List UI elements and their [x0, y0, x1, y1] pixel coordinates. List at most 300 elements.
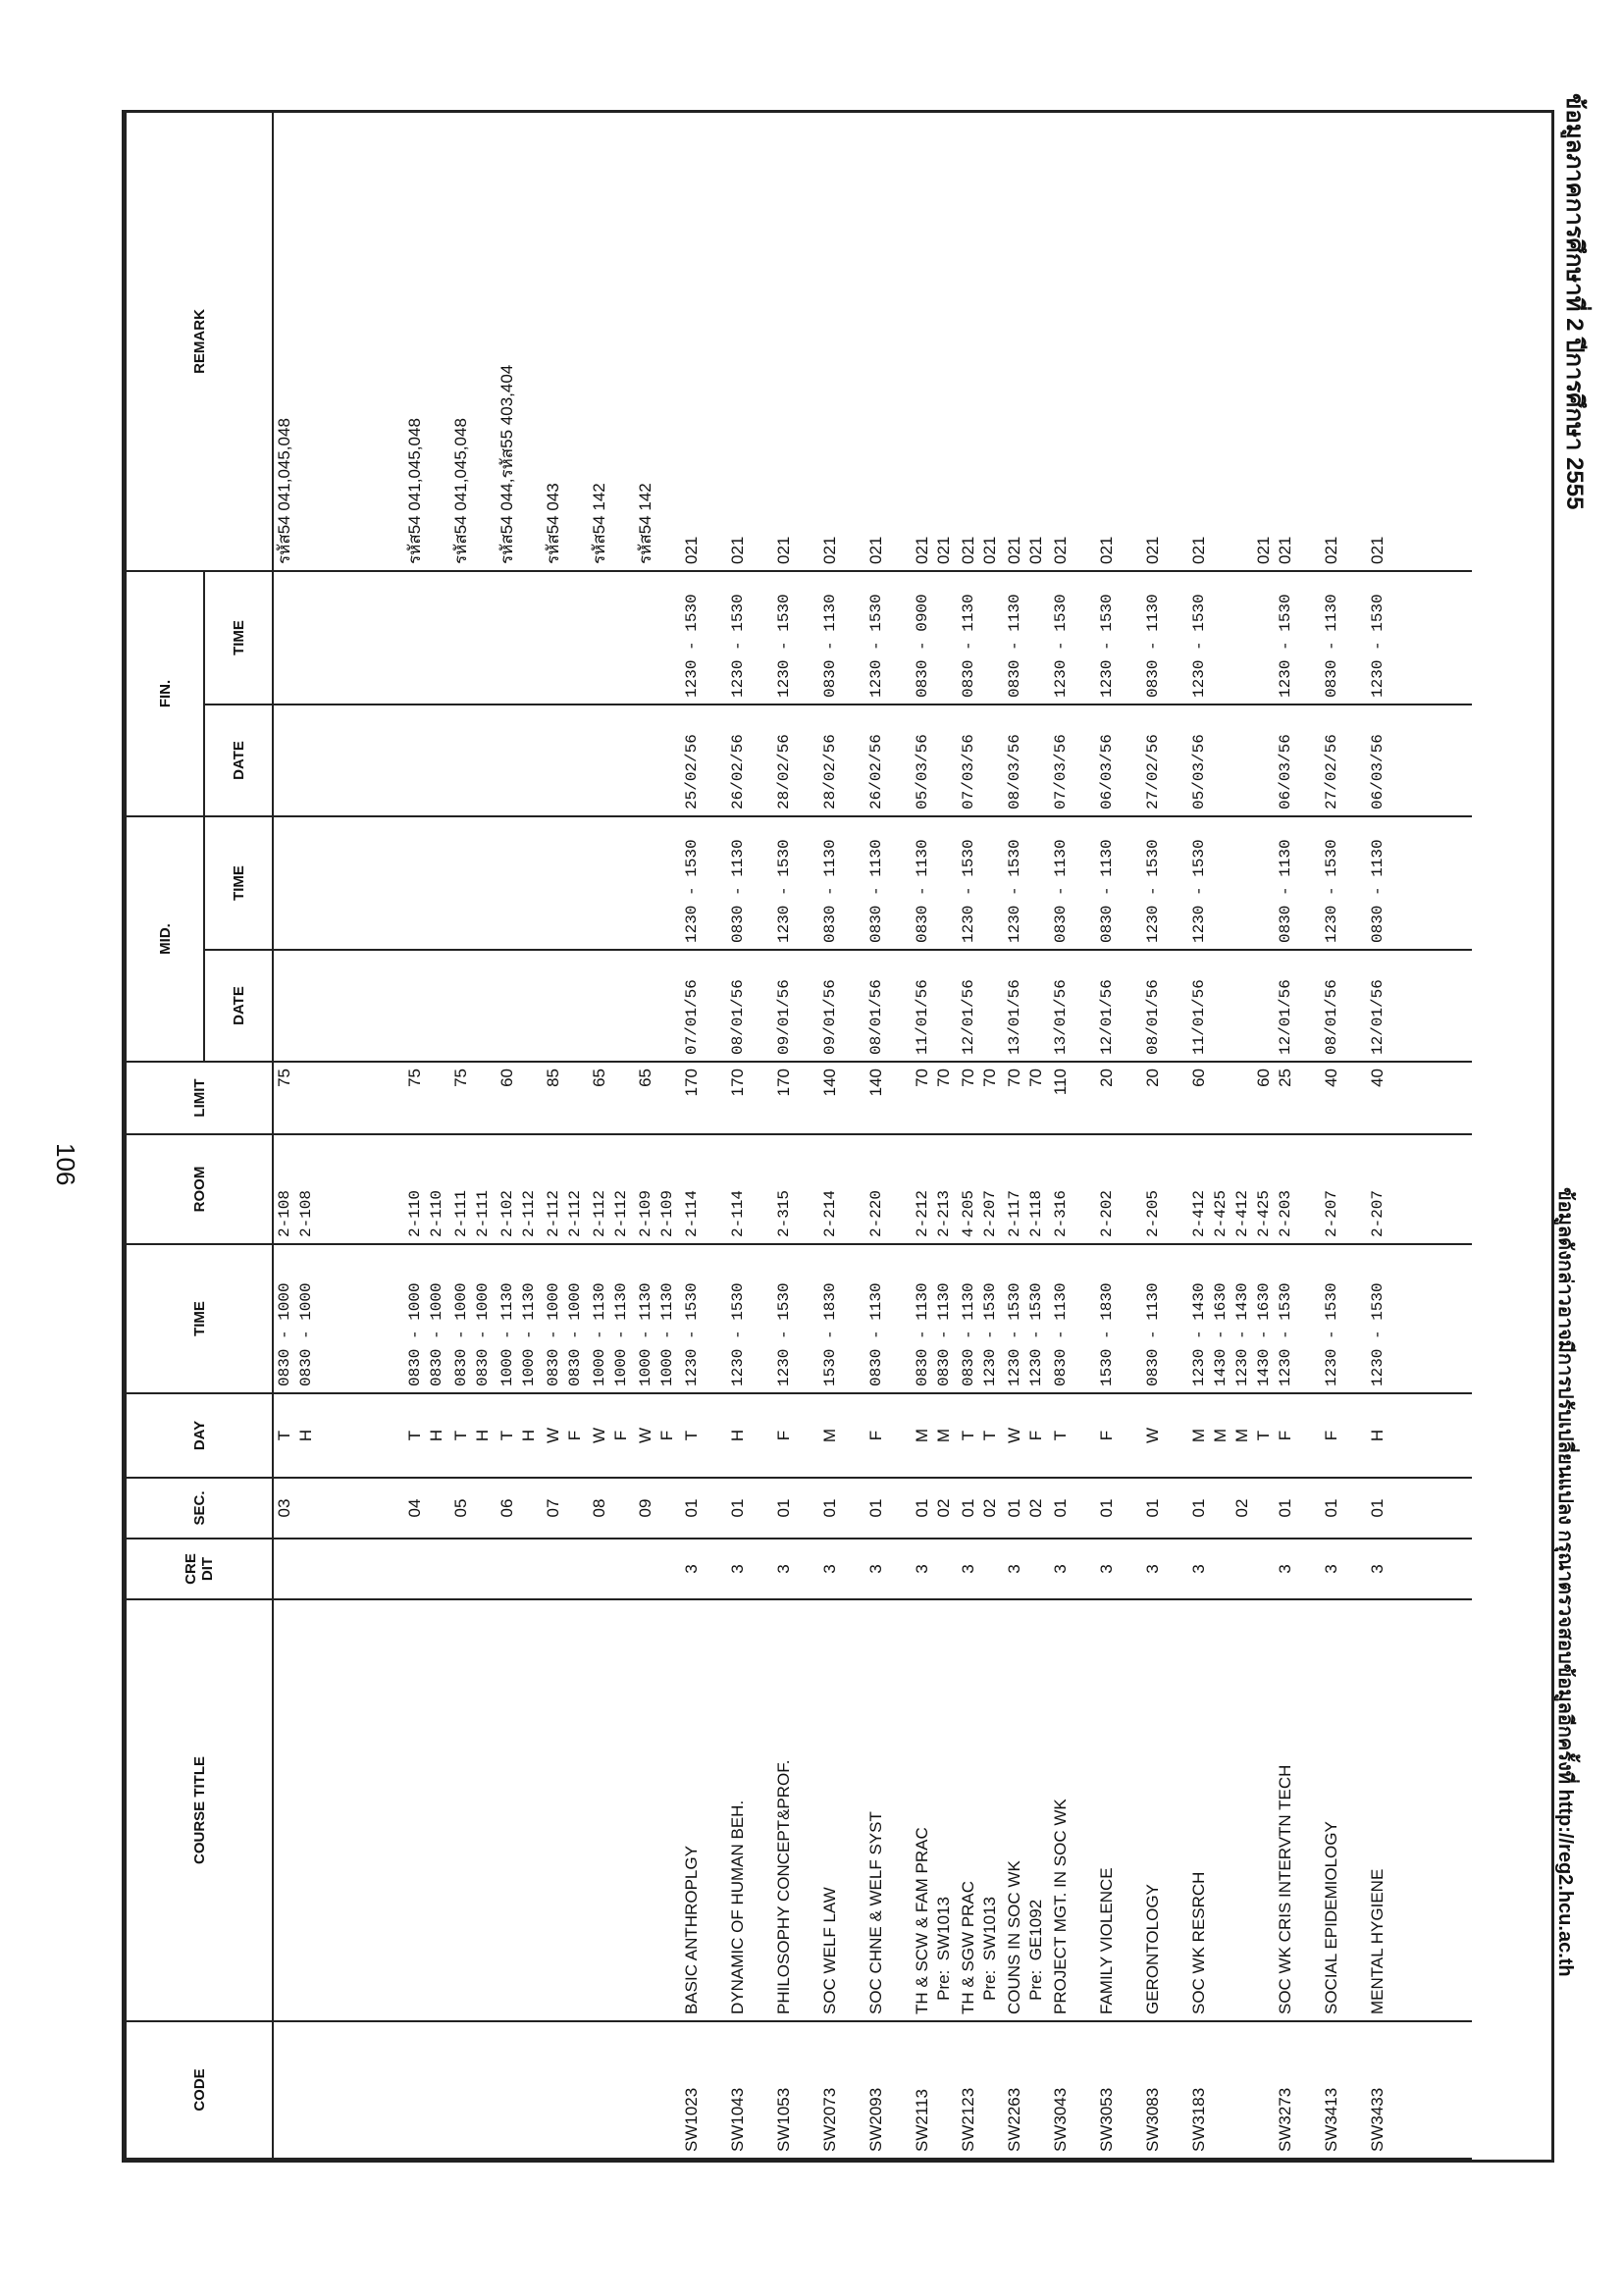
- cell-credit: [497, 1539, 543, 1599]
- cell-text: 3: [1322, 1564, 1340, 1574]
- cell-text: 01 02: [959, 1498, 999, 1518]
- cell-text: 021: [820, 536, 839, 564]
- cell-code: [912, 2021, 958, 2159]
- cell-code: [727, 2021, 773, 2159]
- cell-text: 2-114: [729, 1189, 747, 1237]
- cell-time: [543, 1244, 589, 1393]
- cell-text: 2-220: [867, 1189, 885, 1237]
- cell-limit: [1188, 1062, 1275, 1134]
- cell-text: 1230 - 1530: [1006, 839, 1023, 943]
- cell-text: 021 021: [1005, 536, 1045, 564]
- cell-remark: [1321, 112, 1367, 571]
- cell-time: [273, 1244, 404, 1393]
- empty-cell: [1413, 704, 1472, 816]
- cell-text: รหัส54 043: [544, 483, 562, 564]
- cell-text: T T: [959, 1430, 999, 1441]
- cell-text: 65: [636, 1069, 654, 1087]
- cell-text: 021: [1368, 536, 1387, 564]
- cell-fin-time: [543, 571, 589, 704]
- header-code: CODE: [126, 2021, 273, 2159]
- cell-text: 1230 - 1530: [1369, 594, 1387, 698]
- cell-text: 01: [1368, 1498, 1387, 1518]
- cell-fin-time: [589, 571, 635, 704]
- cell-text: 25: [1276, 1069, 1294, 1087]
- cell-remark: [1367, 112, 1413, 571]
- cell-text: รหัส54 142: [590, 483, 608, 564]
- cell-text: 28/02/56: [821, 734, 839, 809]
- cell-text: 3: [866, 1564, 885, 1574]
- table-row: [773, 112, 819, 2159]
- cell-text: M M: [913, 1428, 953, 1443]
- cell-text: MENTAL HYGIENE: [1368, 1868, 1387, 2014]
- cell-text: 1230 - 1530: [683, 839, 701, 943]
- cell-day: [497, 1393, 543, 1478]
- cell-text: 27/02/56: [1323, 734, 1340, 809]
- cell-text: 1230 - 1530: [960, 839, 977, 943]
- cell-fin-time: [773, 571, 819, 704]
- cell-remark: [958, 112, 1004, 571]
- cell-text: รหัส54 142: [636, 483, 654, 564]
- cell-mid-time: [865, 816, 912, 950]
- cell-title: [1275, 1599, 1321, 2021]
- cell-text: DYNAMIC OF HUMAN BEH.: [728, 1800, 747, 2014]
- cell-code: [1275, 2021, 1321, 2159]
- table-row: [1096, 112, 1142, 2159]
- cell-text: 021: [1276, 536, 1294, 564]
- cell-limit: [773, 1062, 819, 1134]
- cell-text: 1230 - 1530: [1052, 594, 1070, 698]
- cell-text: 06/03/56: [1098, 734, 1116, 809]
- cell-text: 70 70: [959, 1069, 999, 1087]
- cell-remark: [635, 112, 681, 571]
- cell-credit: [543, 1539, 589, 1599]
- table-row: [1004, 112, 1050, 2159]
- cell-remark: [819, 112, 865, 571]
- cell-text: 13/01/56: [1052, 979, 1070, 1055]
- table-row: [543, 112, 589, 2159]
- empty-cell: [1413, 571, 1472, 704]
- cell-remark: [773, 112, 819, 571]
- cell-fin-time: [1004, 571, 1050, 704]
- cell-time: [958, 1244, 1004, 1393]
- cell-credit: [1004, 1539, 1050, 1599]
- cell-text: 60: [497, 1069, 516, 1087]
- cell-credit: [958, 1539, 1004, 1599]
- cell-time: [497, 1244, 543, 1393]
- cell-text: 1230 - 1530: [1323, 839, 1340, 943]
- cell-text: รหัส54 041,045,048: [405, 418, 424, 564]
- cell-mid-date: [865, 950, 912, 1062]
- cell-text: 01 02: [1005, 1498, 1045, 1518]
- cell-limit: [404, 1062, 450, 1134]
- cell-text: 1230 - 1530 1230 - 1530: [1006, 1282, 1045, 1386]
- cell-text: SW3273: [1276, 2087, 1294, 2152]
- cell-text: 01: [1143, 1498, 1162, 1518]
- cell-text: 1530 - 1830: [1098, 1282, 1116, 1386]
- cell-text: 75: [405, 1069, 424, 1087]
- cell-credit: [1275, 1539, 1321, 1599]
- cell-text: 12/01/56: [960, 979, 977, 1055]
- cell-text: 140: [866, 1069, 885, 1097]
- cell-text: 021: [682, 536, 701, 564]
- cell-day: [273, 1393, 404, 1478]
- cell-code: [589, 2021, 635, 2159]
- table-row: [865, 112, 912, 2159]
- cell-code: [404, 2021, 450, 2159]
- header-day: DAY: [126, 1393, 273, 1478]
- cell-text: 07/03/56: [1052, 734, 1070, 809]
- cell-fin-date: [1275, 704, 1321, 816]
- cell-text: T H: [497, 1429, 538, 1442]
- cell-limit: [1004, 1062, 1050, 1134]
- cell-limit: [543, 1062, 589, 1134]
- cell-room: [819, 1134, 865, 1244]
- cell-text: 0830 - 1130: [960, 594, 977, 698]
- cell-day: [1096, 1393, 1142, 1478]
- cell-text: 2-207: [1369, 1189, 1387, 1237]
- cell-fin-date: [589, 704, 635, 816]
- cell-day: [819, 1393, 865, 1478]
- cell-sec: [865, 1478, 912, 1539]
- cell-mid-date: [273, 950, 404, 1062]
- cell-mid-date: [773, 950, 819, 1062]
- cell-credit: [1050, 1539, 1096, 1599]
- cell-text: 2-203: [1277, 1189, 1294, 1237]
- cell-sec: [543, 1478, 589, 1539]
- cell-text: 01: [1051, 1498, 1070, 1518]
- cell-code: [1321, 2021, 1367, 2159]
- header-credit: CRE DIT: [126, 1539, 273, 1599]
- cell-room: [912, 1134, 958, 1244]
- cell-mid-date: [1275, 950, 1321, 1062]
- table-row: [819, 112, 865, 2159]
- cell-limit: [497, 1062, 543, 1134]
- cell-sec: [1142, 1478, 1188, 1539]
- cell-title: [450, 1599, 497, 2021]
- cell-title: [727, 1599, 773, 2021]
- cell-fin-time: [273, 571, 404, 704]
- header-room: ROOM: [126, 1134, 273, 1244]
- empty-cell: [1413, 1244, 1472, 1393]
- cell-mid-date: [1050, 950, 1096, 1062]
- cell-title: [865, 1599, 912, 2021]
- course-schedule-table: [125, 111, 1472, 2160]
- page-number: 106: [51, 1143, 80, 1186]
- cell-sec: [958, 1478, 1004, 1539]
- cell-text: 2-316: [1052, 1189, 1070, 1237]
- cell-text: SW2093: [866, 2087, 885, 2152]
- cell-text: 3: [1005, 1564, 1023, 1574]
- cell-time: [1096, 1244, 1142, 1393]
- cell-text: 1230 - 1530: [729, 1282, 747, 1386]
- cell-mid-date: [543, 950, 589, 1062]
- cell-text: H: [1368, 1429, 1387, 1442]
- cell-mid-date: [404, 950, 450, 1062]
- cell-text: 0830 - 1130: [1098, 839, 1116, 943]
- cell-title: [1050, 1599, 1096, 2021]
- empty-cell: [1413, 1393, 1472, 1478]
- cell-text: 0830 - 1130: [821, 839, 839, 943]
- cell-fin-time: [1367, 571, 1413, 704]
- cell-sec: [450, 1478, 497, 1539]
- cell-text: T H: [405, 1429, 445, 1442]
- table-row: [589, 112, 635, 2159]
- cell-text: 021: [1143, 536, 1162, 564]
- cell-credit: [865, 1539, 912, 1599]
- cell-text: 0830 - 0900: [914, 594, 931, 698]
- cell-day: [727, 1393, 773, 1478]
- cell-text: 021: [1051, 536, 1070, 564]
- cell-mid-time: [819, 816, 865, 950]
- cell-text: PROJECT MGT. IN SOC WK: [1051, 1799, 1070, 2014]
- cell-text: 170: [774, 1069, 793, 1097]
- cell-sec: [1096, 1478, 1142, 1539]
- cell-text: 1230 - 1530: [1190, 594, 1208, 698]
- cell-limit: [1275, 1062, 1321, 1134]
- cell-text: 03: [275, 1498, 293, 1518]
- cell-day: [1050, 1393, 1096, 1478]
- cell-remark: [497, 112, 543, 571]
- cell-fin-date: [1004, 704, 1050, 816]
- cell-room: [1004, 1134, 1050, 1244]
- cell-room: [727, 1134, 773, 1244]
- cell-room: [273, 1134, 404, 1244]
- table-row: [1188, 112, 1275, 2159]
- cell-text: TH & SCW & FAM PRAC Pre: SW1013: [913, 1827, 953, 2014]
- cell-text: 3: [913, 1564, 931, 1574]
- cell-sec: [912, 1478, 958, 1539]
- header-mid-time: TIME: [204, 816, 273, 950]
- cell-text: 0830 - 1130: [1369, 839, 1387, 943]
- cell-time: [912, 1244, 958, 1393]
- cell-mid-date: [912, 950, 958, 1062]
- cell-sec: [497, 1478, 543, 1539]
- cell-code: [1367, 2021, 1413, 2159]
- cell-fin-date: [912, 704, 958, 816]
- cell-mid-date: [958, 950, 1004, 1062]
- cell-fin-date: [819, 704, 865, 816]
- cell-text: 0830 - 1000 0830 - 1000: [406, 1282, 445, 1386]
- cell-fin-date: [404, 704, 450, 816]
- cell-text: 11/01/56: [914, 979, 931, 1055]
- cell-time: [1050, 1244, 1096, 1393]
- cell-time: [1142, 1244, 1188, 1393]
- table-row: [1275, 112, 1321, 2159]
- cell-text: 3: [1143, 1564, 1162, 1574]
- footer-note: ข้อมูลดังกล่าวอาจมีการปรับเปลี่ยนแปลง กรุณาตรวจสอบข้อมูลอีกครั้งที่ http://reg2.hcu.ac.th: [1554, 1187, 1576, 1977]
- cell-text: 1230 - 1530: [1369, 1282, 1387, 1386]
- cell-text: 1230 - 1530: [1190, 839, 1208, 943]
- cell-text: SOC WK RESRCH: [1189, 1871, 1208, 2014]
- empty-cell: [1413, 112, 1472, 571]
- cell-mid-time: [1275, 816, 1321, 950]
- cell-text: 06: [497, 1498, 516, 1518]
- cell-code: [543, 2021, 589, 2159]
- cell-limit: [1050, 1062, 1096, 1134]
- cell-text: 170: [682, 1069, 701, 1097]
- table-row: [681, 112, 727, 2159]
- cell-text: 140: [820, 1069, 839, 1097]
- cell-limit: [1321, 1062, 1367, 1134]
- cell-text: 75: [275, 1069, 293, 1087]
- cell-limit: [1142, 1062, 1188, 1134]
- cell-text: 01: [1322, 1498, 1340, 1518]
- cell-text: 11/01/56: [1190, 979, 1208, 1055]
- cell-text: 07: [544, 1498, 562, 1518]
- cell-title: [912, 1599, 958, 2021]
- cell-remark: [404, 112, 450, 571]
- cell-sec: [1050, 1478, 1096, 1539]
- cell-text: 70 70: [1005, 1069, 1045, 1087]
- cell-title: [273, 1599, 404, 2021]
- cell-day: [1367, 1393, 1413, 1478]
- cell-room: [543, 1134, 589, 1244]
- cell-text: 28/02/56: [775, 734, 793, 809]
- cell-credit: [1188, 1539, 1275, 1599]
- cell-title: [1096, 1599, 1142, 2021]
- cell-mid-time: [773, 816, 819, 950]
- cell-fin-date: [1096, 704, 1142, 816]
- cell-time: [773, 1244, 819, 1393]
- cell-fin-date: [681, 704, 727, 816]
- cell-text: 01: [820, 1498, 839, 1518]
- cell-text: 3: [682, 1564, 701, 1574]
- semester-header: ข้อมูลภาคการศึกษาที่ 2 ปีการศึกษา 2555: [1561, 93, 1588, 510]
- cell-mid-time: [1321, 816, 1367, 950]
- cell-credit: [589, 1539, 635, 1599]
- cell-text: 3: [774, 1564, 793, 1574]
- cell-text: 1230 - 1530: [1098, 594, 1116, 698]
- cell-remark: [543, 112, 589, 571]
- cell-fin-date: [450, 704, 497, 816]
- cell-title: [681, 1599, 727, 2021]
- cell-remark: [1275, 112, 1321, 571]
- cell-text: W F: [636, 1427, 676, 1444]
- cell-text: รหัส54 041,045,048: [275, 418, 293, 564]
- cell-text: 2-315: [775, 1189, 793, 1237]
- cell-day: [1321, 1393, 1367, 1478]
- rotated-table-container: [125, 113, 1551, 2160]
- cell-fin-time: [958, 571, 1004, 704]
- cell-mid-date: [727, 950, 773, 1062]
- cell-text: 1230 - 1530: [775, 1282, 793, 1386]
- cell-text: SW2113: [913, 2089, 931, 2152]
- cell-mid-time: [912, 816, 958, 950]
- cell-fin-time: [727, 571, 773, 704]
- header-time: TIME: [126, 1244, 273, 1393]
- cell-mid-time: [404, 816, 450, 950]
- cell-text: รหัส54 041,045,048: [451, 418, 470, 564]
- cell-fin-time: [1050, 571, 1096, 704]
- cell-credit: [635, 1539, 681, 1599]
- cell-text: 27/02/56: [1144, 734, 1162, 809]
- cell-mid-date: [681, 950, 727, 1062]
- cell-title: [404, 1599, 450, 2021]
- cell-text: 1230 - 1530: [775, 594, 793, 698]
- cell-limit: [958, 1062, 1004, 1134]
- cell-limit: [727, 1062, 773, 1134]
- cell-text: 01: [866, 1498, 885, 1518]
- cell-text: T H: [451, 1429, 492, 1442]
- cell-fin-date: [773, 704, 819, 816]
- table-row: [1367, 112, 1413, 2159]
- cell-mid-date: [589, 950, 635, 1062]
- cell-text: 2-114: [683, 1189, 701, 1237]
- cell-fin-time: [1275, 571, 1321, 704]
- cell-fin-time: [681, 571, 727, 704]
- cell-text: 021: [1322, 536, 1340, 564]
- cell-sec: [635, 1478, 681, 1539]
- cell-text: 0830 - 1130: [1323, 594, 1340, 698]
- cell-fin-date: [635, 704, 681, 816]
- cell-text: FAMILY VIOLENCE: [1097, 1867, 1116, 2014]
- cell-text: M: [820, 1428, 839, 1443]
- cell-limit: [273, 1062, 404, 1134]
- cell-day: [1004, 1393, 1050, 1478]
- cell-mid-date: [1096, 950, 1142, 1062]
- cell-text: 08/01/56: [729, 979, 747, 1055]
- cell-remark: [1050, 112, 1096, 571]
- cell-text: 2-412 2-425 2-412 2-425: [1190, 1189, 1273, 1237]
- cell-text: SW3433: [1368, 2087, 1387, 2152]
- cell-remark: [1096, 112, 1142, 571]
- cell-mid-time: [1188, 816, 1275, 950]
- empty-cell: [1413, 1062, 1472, 1134]
- cell-text: 09/01/56: [775, 979, 793, 1055]
- cell-fin-date: [1367, 704, 1413, 816]
- cell-room: [865, 1134, 912, 1244]
- cell-title: [635, 1599, 681, 2021]
- cell-mid-date: [450, 950, 497, 1062]
- header-course-title: COURSE TITLE: [126, 1599, 273, 2021]
- cell-text: 1000 - 1130 1000 - 1130: [498, 1282, 538, 1386]
- cell-text: 3: [1368, 1564, 1387, 1574]
- table-row: [1050, 112, 1096, 2159]
- cell-fin-date: [727, 704, 773, 816]
- cell-text: T: [1051, 1430, 1070, 1441]
- cell-limit: [1367, 1062, 1413, 1134]
- cell-text: H: [728, 1429, 747, 1442]
- cell-text: 3: [1276, 1564, 1294, 1574]
- cell-code: [1096, 2021, 1142, 2159]
- header-limit: LIMIT: [126, 1062, 273, 1134]
- cell-text: 2-102 2-112: [498, 1189, 538, 1237]
- cell-limit: [912, 1062, 958, 1134]
- cell-room: [1275, 1134, 1321, 1244]
- table-row: [273, 112, 404, 2159]
- cell-text: 20: [1097, 1069, 1116, 1087]
- cell-text: 2-205: [1144, 1189, 1162, 1237]
- table-row: [497, 112, 543, 2159]
- cell-mid-time: [1050, 816, 1096, 950]
- cell-time: [819, 1244, 865, 1393]
- cell-title: [773, 1599, 819, 2021]
- cell-code: [819, 2021, 865, 2159]
- cell-mid-date: [1188, 950, 1275, 1062]
- cell-text: 1230 - 1530: [683, 1282, 701, 1386]
- cell-remark: [681, 112, 727, 571]
- cell-fin-time: [450, 571, 497, 704]
- cell-credit: [1096, 1539, 1142, 1599]
- cell-text: 1230 - 1530: [867, 594, 885, 698]
- table-row: [1321, 112, 1367, 2159]
- cell-text: M M M T: [1189, 1428, 1273, 1443]
- cell-text: 08/01/56: [1323, 979, 1340, 1055]
- cell-fin-time: [635, 571, 681, 704]
- cell-day: [635, 1393, 681, 1478]
- cell-text: 1230 - 1530: [1277, 594, 1294, 698]
- header-final: FIN.: [126, 571, 204, 816]
